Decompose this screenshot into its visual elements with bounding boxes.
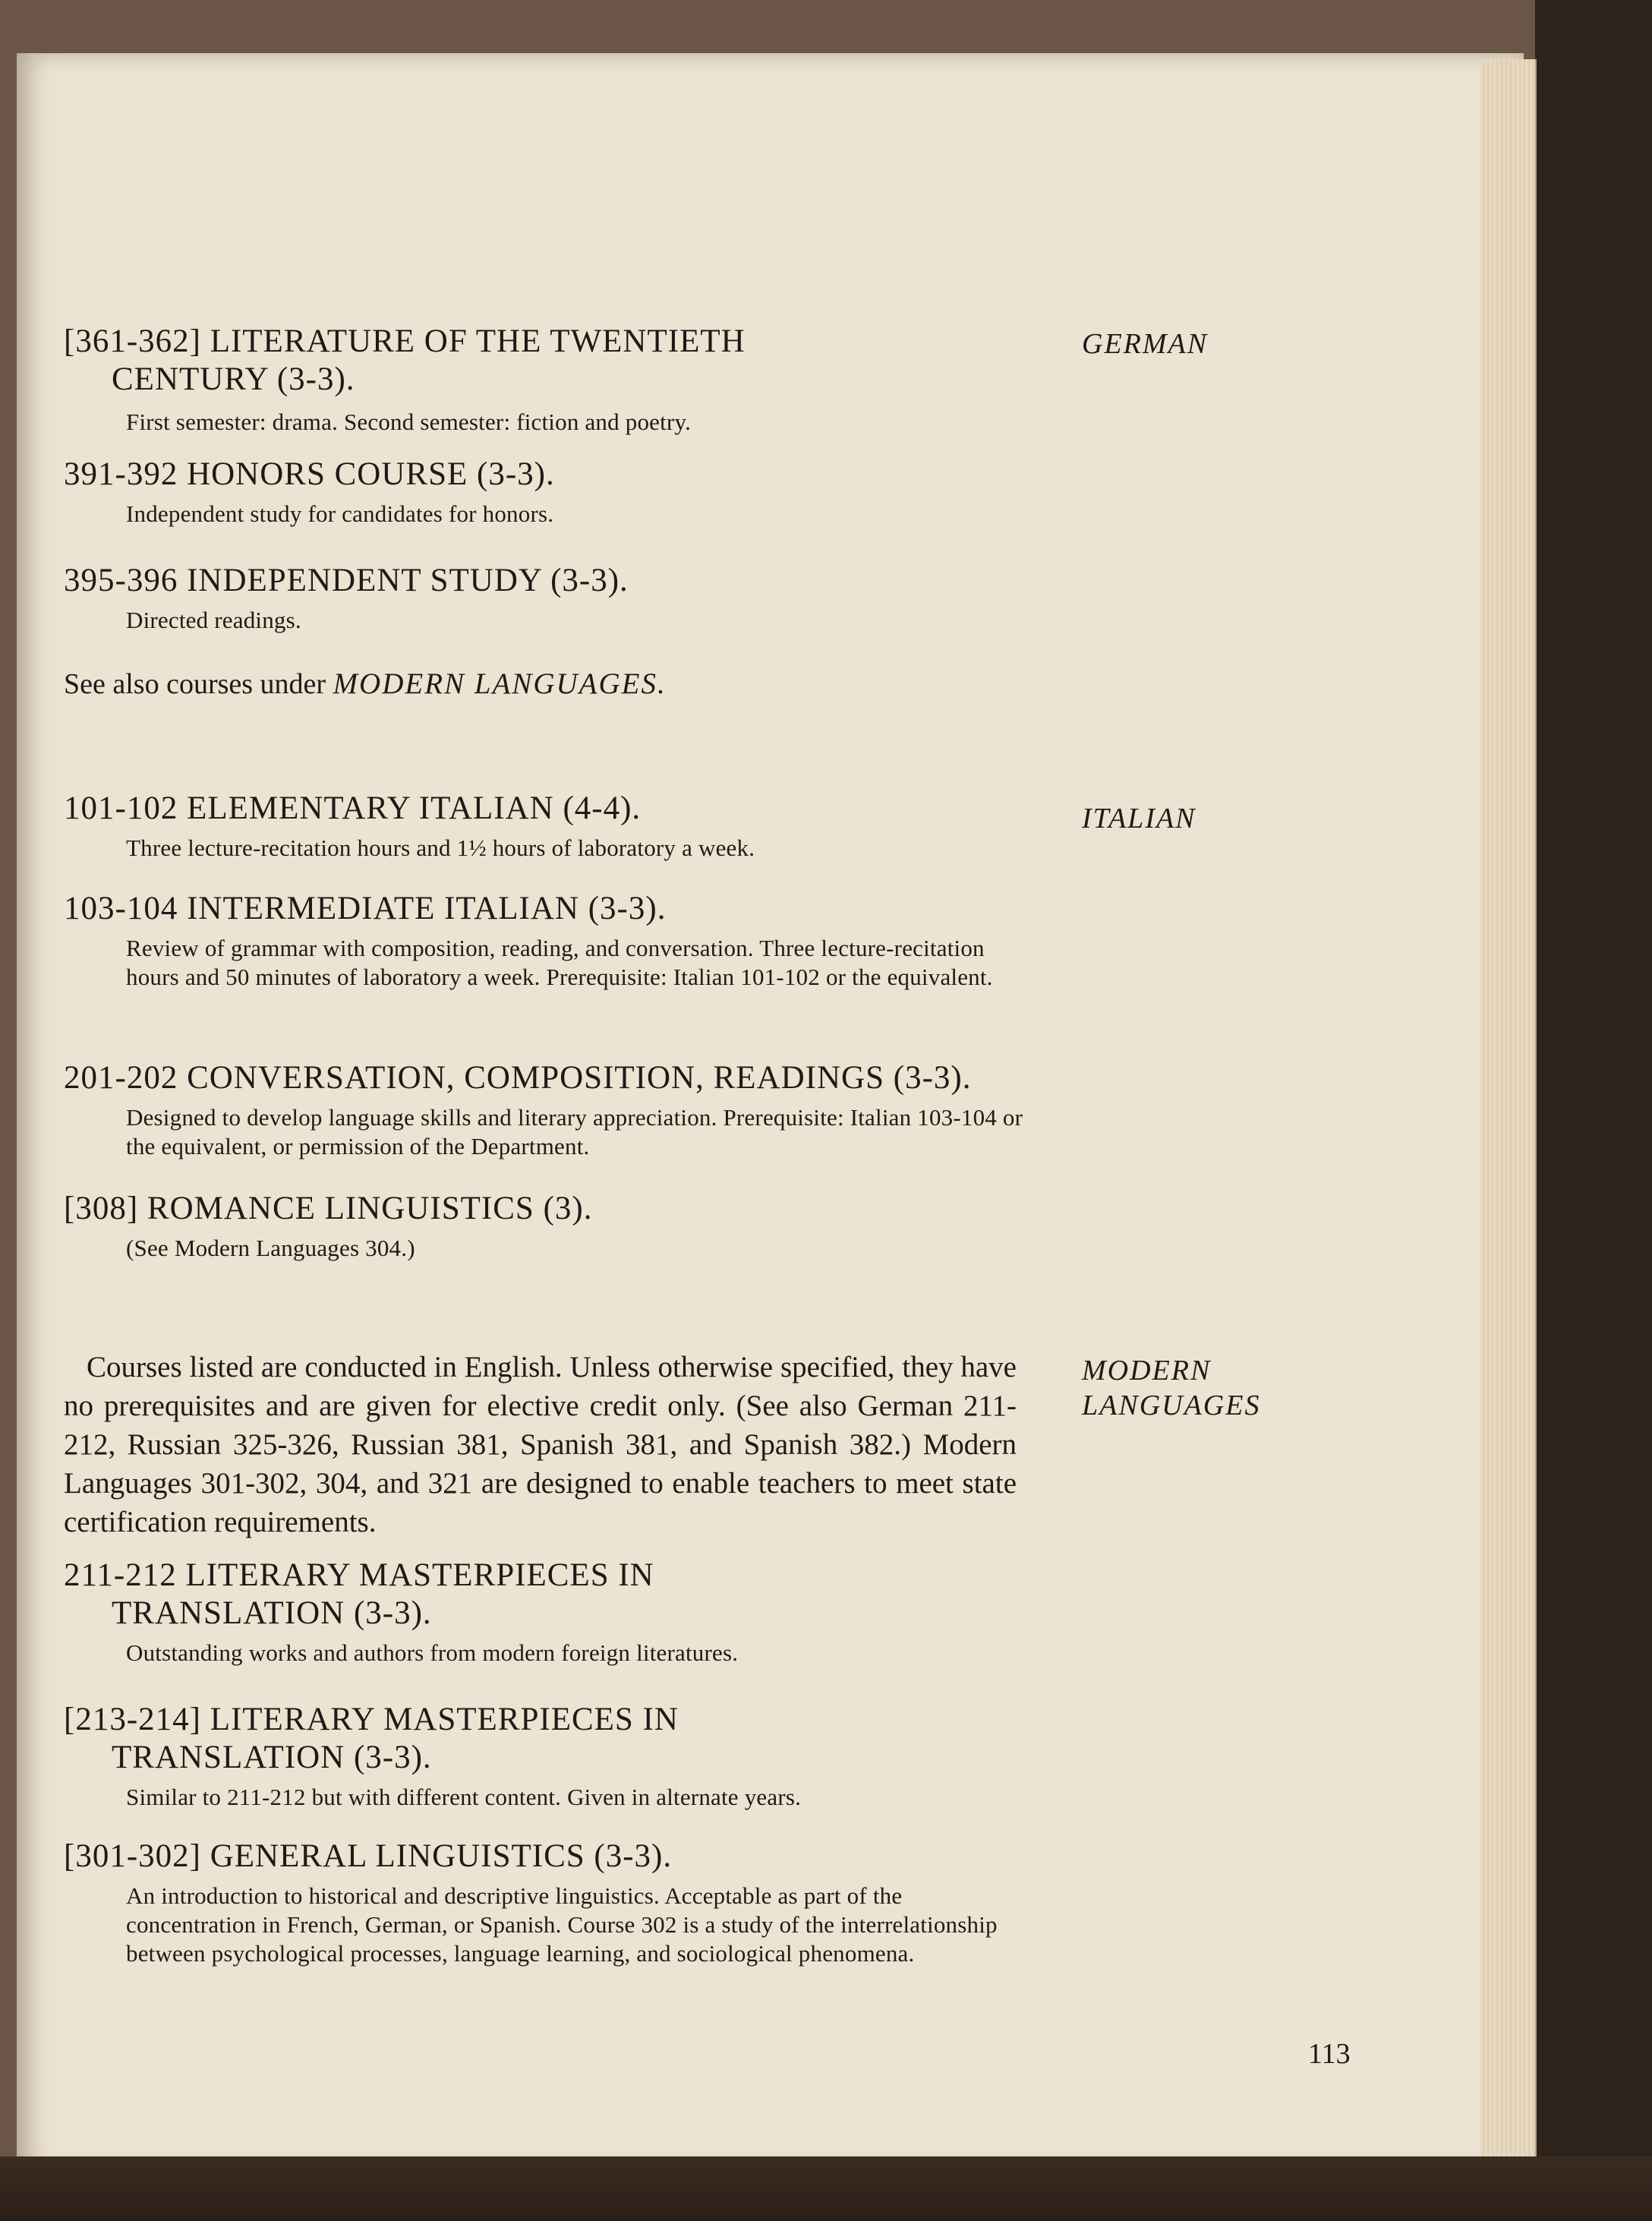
course-title-line2: TRANSLATION (3-3). <box>112 1740 432 1775</box>
course-italian-101 <box>64 790 1051 863</box>
course-title: 201-202 CONVERSATION, COMPOSITION, READINGS (3-3). <box>64 1060 972 1096</box>
course-description: Designed to develop language skills and literary appreciation. Prerequisite: Italian 103-104 or the equivalent, or permission of the Department. <box>126 1104 1023 1159</box>
course-modern-301 <box>64 1838 1051 1968</box>
course-description: An introduction to historical and descriptive linguistics. Acceptable as part of the concentration in French, German, or Spanish. Course 302 is a study of the interrelationship between psychological processes, language learning, and sociological phenomena. <box>126 1882 998 1967</box>
see-also-text: See also courses under <box>64 668 326 700</box>
course-title: 395-396 INDEPENDENT STUDY (3-3). <box>64 563 629 598</box>
course-description: First semester: drama. Second semester: fiction and poetry. <box>126 409 692 435</box>
course-german-395 <box>64 562 1051 635</box>
course-description: Three lecture-recitation hours and 1½ hours of laboratory a week. <box>126 834 755 861</box>
section-label-modern-languages <box>1082 1353 1260 1423</box>
course-description: Outstanding works and authors from modern foreign literatures. <box>126 1639 739 1666</box>
course-italian-201 <box>64 1059 1051 1161</box>
course-title <box>64 1701 1051 1777</box>
page-number: 113 <box>1308 2038 1351 2070</box>
course-description: (See Modern Languages 304.) <box>126 1235 415 1261</box>
section-label-italian: ITALIAN <box>1082 803 1196 834</box>
course-title-line2: CENTURY (3-3). <box>112 361 355 397</box>
background-bottom <box>0 2156 1652 2221</box>
see-also-note <box>64 667 667 702</box>
see-also-reference: MODERN LANGUAGES. <box>333 667 667 700</box>
course-description: Directed readings. <box>126 607 301 633</box>
course-title: 101-102 ELEMENTARY ITALIAN (4-4). <box>64 790 642 826</box>
course-italian-308 <box>64 1190 1051 1263</box>
course-title: 103-104 INTERMEDIATE ITALIAN (3-3). <box>64 891 667 926</box>
course-title: [301-302] GENERAL LINGUISTICS (3-3). <box>64 1838 673 1874</box>
course-title-line2: TRANSLATION (3-3). <box>112 1595 432 1631</box>
course-modern-211 <box>64 1557 1051 1667</box>
section-label-line2: LANGUAGES <box>1082 1390 1261 1421</box>
course-description: Review of grammar with composition, reading, and conversation. Three lecture-recitation hours and 50 minutes of laboratory a week. Prerequisite: Italian 101-102 or the equivalent. <box>126 935 993 990</box>
background-right <box>1535 0 1652 2221</box>
course-modern-213 <box>64 1701 1051 1812</box>
course-title: [308] ROMANCE LINGUISTICS (3). <box>64 1191 593 1226</box>
course-italian-103 <box>64 890 1051 992</box>
section-label-line1: MODERN <box>1082 1355 1212 1387</box>
course-title-line1: [361-362] LITERATURE OF THE TWENTIETH <box>64 323 746 359</box>
course-german-391 <box>64 456 1051 528</box>
course-title-line1: [213-214] LITERARY MASTERPIECES IN <box>64 1702 679 1737</box>
course-title: 391-392 HONORS COURSE (3-3). <box>64 456 555 492</box>
course-description: Similar to 211-212 but with different content. Given in alternate years. <box>126 1784 802 1810</box>
modern-languages-intro: Courses listed are conducted in English. Unless otherwise specified, they have no prerequisites and are given for elective credit only. (See also German 211-212, Russian 325-326, Russian 381, Spanish 381, and Spanish 382.) Modern Languages 301-302, 304, and 321 are designed to enable teachers to meet state certification requirements. <box>64 1351 1017 1538</box>
section-label-german: GERMAN <box>1082 328 1209 360</box>
course-title <box>64 1557 1051 1633</box>
course-description: Independent study for candidates for honors. <box>126 500 554 527</box>
page-edges <box>1480 59 1537 2170</box>
course-title <box>64 323 1051 399</box>
course-title-line1: 211-212 LITERARY MASTERPIECES IN <box>64 1557 654 1593</box>
course-german-361 <box>64 323 1051 437</box>
